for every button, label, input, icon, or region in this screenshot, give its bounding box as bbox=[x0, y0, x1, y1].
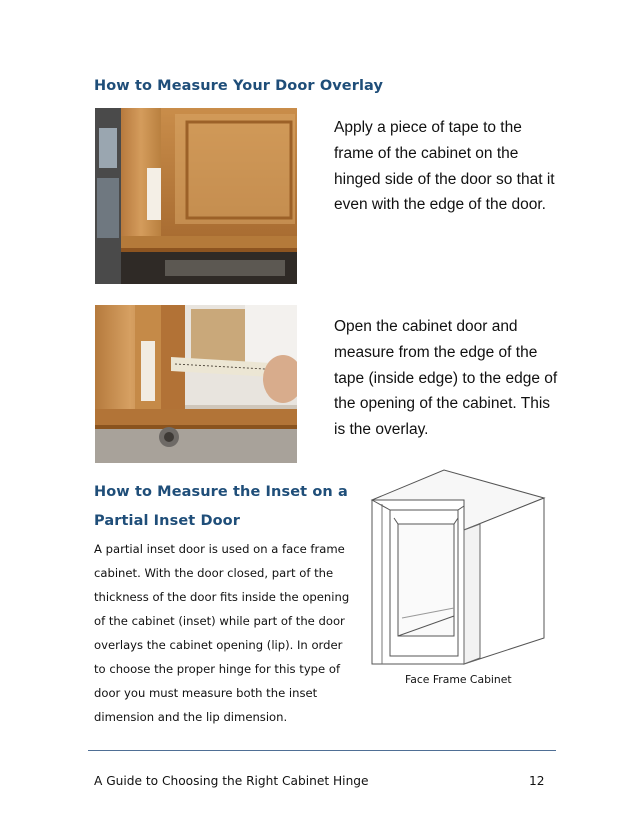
footer-title: A Guide to Choosing the Right Cabinet Hinge bbox=[94, 774, 369, 788]
page-number: 12 bbox=[529, 774, 545, 788]
figure-caption: Face Frame Cabinet bbox=[405, 673, 512, 686]
section-heading-inset-line2: Partial Inset Door bbox=[94, 513, 240, 529]
photo-tape-on-frame bbox=[95, 108, 297, 284]
inset-paragraph: A partial inset door is used on a face frame cabinet. With the door closed, part of the thickness of the door fits inside the opening of the cabinet (inset) while part of the door overlays the cabinet opening (lip). In order to choose the proper hinge for this type of door you must measure both the inset dimension and the lip dimension. bbox=[94, 542, 350, 724]
step1-text: Apply a piece of tape to the frame of the cabinet on the hinged side of the door so that it even with the edge of the door. bbox=[334, 119, 555, 214]
footer-rule bbox=[88, 750, 556, 751]
section-heading-overlay: How to Measure Your Door Overlay bbox=[94, 78, 384, 94]
face-frame-cabinet-diagram bbox=[368, 468, 548, 668]
step2-text: Open the cabinet door and measure from the edge of the tape (inside edge) to the edge of the opening of the cabinet. This is the overlay. bbox=[334, 318, 558, 439]
section-heading-inset-line1: How to Measure the Inset on a bbox=[94, 484, 348, 500]
photo-measuring-overlay bbox=[95, 305, 297, 463]
